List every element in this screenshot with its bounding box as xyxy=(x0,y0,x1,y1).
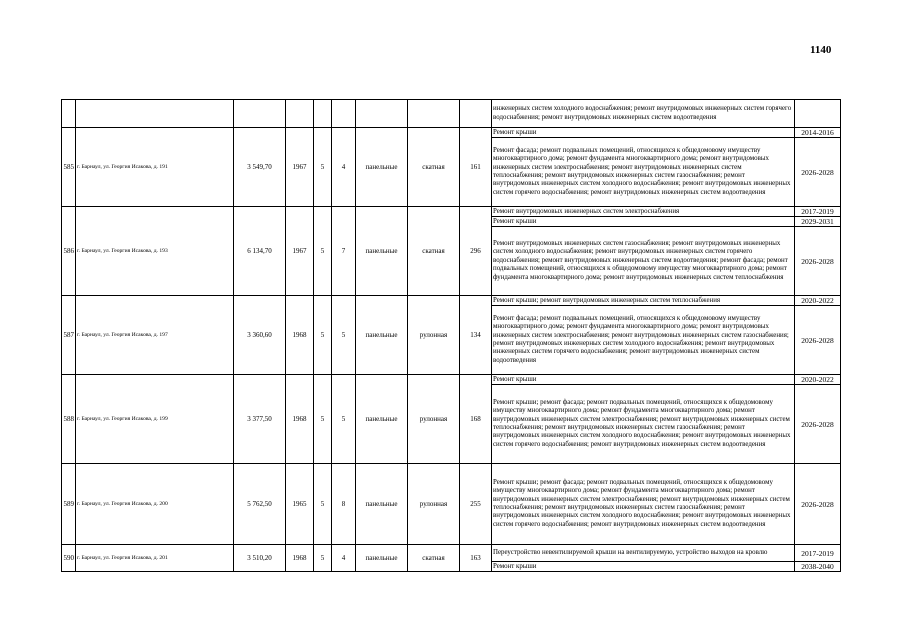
period-cell: 2026-2028 xyxy=(795,306,841,375)
period-cell: 2017-2019 xyxy=(795,545,841,562)
entrances-cell: 8 xyxy=(332,464,356,545)
area-cell: 3 510,20 xyxy=(234,545,286,572)
row-number: 588 xyxy=(62,375,76,464)
walls-cell: панельные xyxy=(356,545,408,572)
table-row xyxy=(62,128,841,138)
works-cell: Ремонт крыши xyxy=(492,375,795,385)
area-cell: 6 134,70 xyxy=(234,207,286,296)
works-cell: Ремонт крыши; ремонт фасада; ремонт подвальных помещений, относящихся к общедомовому имуществу многоквартирного дома; ремонт фундамента многоквартирного дома; ремонт внутридомовых инженерных систем электроснабжения; ремонт внутридомовых инженерных систем теплоснабжения; ремонт внутридомовых инженерных систем газоснабжения; ремонт внутридомовых инженерных систем холодного водоснабжения; ремонт внутридомовых инженерных систем горячего водоснабжения; ремонт внутридомовых инженерных систем водоотведения xyxy=(492,464,795,545)
roof-cell: рулонная xyxy=(408,464,460,545)
floors-cell: 5 xyxy=(314,296,332,375)
year-cell: 1968 xyxy=(286,545,314,572)
address-cell: г. Барнаул, ул. Георгия Исакова, д. 191 xyxy=(76,128,234,207)
residents-cell: 296 xyxy=(460,207,492,296)
residents-cell: 161 xyxy=(460,128,492,207)
year-cell: 1968 xyxy=(286,296,314,375)
residents-cell: 168 xyxy=(460,375,492,464)
address-cell: г. Барнаул, ул. Георгия Исакова, д. 193 xyxy=(76,207,234,296)
table-row-continuation xyxy=(62,100,841,128)
entrances-cell: 5 xyxy=(332,296,356,375)
table-row xyxy=(62,464,841,545)
floors-cell: 5 xyxy=(314,464,332,545)
roof-cell: рулонная xyxy=(408,296,460,375)
works-cell: Ремонт крыши; ремонт фасада; ремонт подвальных помещений, относящихся к общедомовому имуществу многоквартирного дома; ремонт фундамента многоквартирного дома; ремонт внутридомовых инженерных систем электроснабжения; ремонт внутридомовых инженерных систем теплоснабжения; ремонт внутридомовых инженерных систем газоснабжения; ремонт внутридомовых инженерных систем холодного водоснабжения; ремонт внутридомовых инженерных систем горячего водоснабжения; ремонт внутридомовых инженерных систем водоотведения xyxy=(492,385,795,464)
works-cell: Ремонт крыши xyxy=(492,562,795,572)
row-number: 585 xyxy=(62,128,76,207)
works-cell: Переустройство невентилируемой крыши на вентилируемую, устройство выходов на кровлю xyxy=(492,545,795,562)
period-cell: 2017-2019 xyxy=(795,207,841,217)
row-number: 587 xyxy=(62,296,76,375)
walls-cell: панельные xyxy=(356,464,408,545)
row-number: 590 xyxy=(62,545,76,572)
floors-cell: 5 xyxy=(314,375,332,464)
table-row xyxy=(62,545,841,562)
period-cell: 2020-2022 xyxy=(795,375,841,385)
works-cell: Ремонт внутридомовых инженерных систем электроснабжения xyxy=(492,207,795,217)
capital-repair-table xyxy=(61,99,841,572)
area-cell: 3 549,70 xyxy=(234,128,286,207)
walls-cell: панельные xyxy=(356,207,408,296)
entrances-cell: 5 xyxy=(332,375,356,464)
works-cell: Ремонт крыши; ремонт внутридомовых инженерных систем теплоснабжения xyxy=(492,296,795,306)
roof-cell: скатная xyxy=(408,545,460,572)
address-cell: г. Барнаул, ул. Георгия Исакова, д. 200 xyxy=(76,464,234,545)
residents-cell: 163 xyxy=(460,545,492,572)
year-cell: 1967 xyxy=(286,128,314,207)
area-cell: 3 360,60 xyxy=(234,296,286,375)
floors-cell: 5 xyxy=(314,545,332,572)
works-cell: Ремонт крыши xyxy=(492,128,795,138)
works-cell: инженерных систем холодного водоснабжения; ремонт внутридомовых инженерных систем горячего водоснабжения; ремонт внутридомовых инженерных систем водоотведения xyxy=(492,100,795,128)
works-cell: Ремонт фасада; ремонт подвальных помещений, относящихся к общедомовому имуществу многоквартирного дома; ремонт фундамента многоквартирного дома; ремонт внутридомовых инженерных систем электроснабжения; ремонт внутридомовых инженерных систем теплоснабжения; ремонт внутридомовых инженерных систем газоснабжения; ремонт внутридомовых инженерных систем холодного водоснабжения; ремонт внутридомовых инженерных систем горячего водоснабжения; ремонт внутридомовых инженерных систем водоотведения xyxy=(492,138,795,207)
roof-cell: скатная xyxy=(408,128,460,207)
year-cell: 1968 xyxy=(286,375,314,464)
period-cell: 2026-2028 xyxy=(795,227,841,296)
residents-cell: 255 xyxy=(460,464,492,545)
period-cell: 2020-2022 xyxy=(795,296,841,306)
year-cell: 1967 xyxy=(286,207,314,296)
table-row xyxy=(62,207,841,217)
period-cell: 2026-2028 xyxy=(795,464,841,545)
entrances-cell: 4 xyxy=(332,128,356,207)
area-cell: 3 377,50 xyxy=(234,375,286,464)
entrances-cell: 4 xyxy=(332,545,356,572)
period-cell: 2014-2016 xyxy=(795,128,841,138)
area-cell: 5 762,50 xyxy=(234,464,286,545)
table-row xyxy=(62,375,841,385)
residents-cell: 134 xyxy=(460,296,492,375)
table-row xyxy=(62,296,841,306)
page-number: 1140 xyxy=(810,44,832,56)
floors-cell: 5 xyxy=(314,207,332,296)
works-cell: Ремонт внутридомовых инженерных систем газоснабжения; ремонт внутридомовых инженерных систем холодного водоснабжения; ремонт внутридомовых инженерных систем горячего водоснабжения; ремонт внутридомовых инженерных систем водоотведения; ремонт фасада; ремонт подвальных помещений, относящихся к общедомовому имуществу многоквартирного дома; ремонт фундамента многоквартирного дома; ремонт внутридомовых инженерных систем теплоснабжения xyxy=(492,227,795,296)
entrances-cell: 7 xyxy=(332,207,356,296)
period-cell: 2038-2040 xyxy=(795,562,841,572)
roof-cell: скатная xyxy=(408,207,460,296)
period-cell: 2026-2028 xyxy=(795,138,841,207)
floors-cell: 5 xyxy=(314,128,332,207)
works-cell: Ремонт крыши xyxy=(492,217,795,227)
walls-cell: панельные xyxy=(356,128,408,207)
works-cell: Ремонт фасада; ремонт подвальных помещений, относящихся к общедомовому имуществу многоквартирного дома; ремонт фундамента многоквартирного дома; ремонт внутридомовых инженерных систем электроснабжения; ремонт внутридомовых инженерных систем газоснабжения; ремонт внутридомовых инженерных систем холодного водоснабжения; ремонт внутридомовых инженерных систем горячего водоснабжения; ремонт внутридомовых инженерных систем водоотведения xyxy=(492,306,795,375)
address-cell: г. Барнаул, ул. Георгия Исакова, д. 199 xyxy=(76,375,234,464)
period-cell xyxy=(795,100,841,128)
address-cell: г. Барнаул, ул. Георгия Исакова, д. 197 xyxy=(76,296,234,375)
row-number: 586 xyxy=(62,207,76,296)
period-cell: 2029-2031 xyxy=(795,217,841,227)
roof-cell: рулонная xyxy=(408,375,460,464)
row-number: 589 xyxy=(62,464,76,545)
address-cell: г. Барнаул, ул. Георгия Исакова, д. 201 xyxy=(76,545,234,572)
period-cell: 2026-2028 xyxy=(795,385,841,464)
year-cell: 1965 xyxy=(286,464,314,545)
walls-cell: панельные xyxy=(356,296,408,375)
walls-cell: панельные xyxy=(356,375,408,464)
